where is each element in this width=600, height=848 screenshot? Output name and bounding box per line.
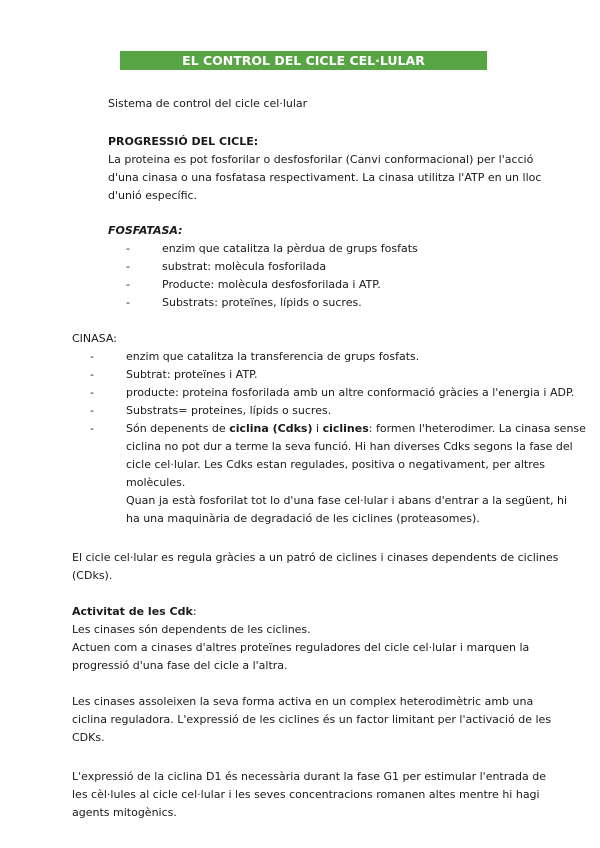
progressio-line: d'unió específic. [108, 189, 198, 202]
fosfatasa-heading: FOSFATASA: [108, 224, 183, 237]
cinasa-heading: CINASA: [72, 332, 117, 345]
activitat-heading: Activitat de les Cdk [72, 605, 193, 618]
section-regulacio [72, 549, 558, 585]
document-title: EL CONTROL DEL CICLE CEL·LULAR [120, 51, 487, 70]
paragraph-line: progressió d'una fase del cicle a l'altra. [72, 659, 288, 672]
progressio-line: La proteina es pot fosforilar o desfosforilar (Canvi conformacional) per l'acció [108, 153, 534, 166]
list-item: - Producte: molècula desfosforilada i ATP. [126, 276, 418, 294]
paragraph-line: El cicle cel·lular es regula gràcies a un patró de ciclines i cinases dependents de ciclines [72, 551, 559, 564]
list-item: - Són depenents de ciclina (Cdks) i ciclines: formen l'heterodimer. La cinasa sense ciclina no pot dur a terme la seva funció. Hi han diverses Cdks segons la fase del cicle cel·lular. Les Cdks estan regulades, positiva o negativament, per altres molècules. Quan ja està fosforilat tot lo d'una fase cel·lular i abans d'entrar a la següent, hi ha una maquinària de degradació de les ciclines (proteasomes). [90, 420, 532, 528]
section-expressio [72, 768, 546, 822]
cinasa-list [90, 348, 586, 528]
subtitle: Sistema de control del cicle cel·lular [108, 97, 308, 110]
paragraph-line: Les cinases són dependents de les ciclines. [72, 623, 311, 636]
list-item: - Substrats= proteines, lípids o sucres. [90, 402, 532, 420]
progressio-line: d'una cinasa o una fosfatasa respectivament. La cinasa utilitza l'ATP en un lloc [108, 171, 542, 184]
section-fosfatasa [108, 222, 418, 312]
section-cinasa [72, 330, 586, 528]
paragraph-line: CDKs. [72, 731, 105, 744]
paragraph-line: les cèl·lules al cicle cel·lular i les seves concentracions romanen altes mentre hi hagi [72, 788, 540, 801]
fosfatasa-list [126, 240, 418, 312]
progressio-heading: PROGRESSIÓ DEL CICLE: [108, 135, 259, 148]
list-item: - substrat: molècula fosforilada [126, 258, 418, 276]
paragraph-line: L'expressió de la ciclina D1 és necessària durant la fase G1 per estimular l'entrada de [72, 770, 546, 783]
list-item: - producte: proteina fosforilada amb un altre conformació gràcies a l'energia i ADP. [90, 384, 532, 402]
paragraph-line: Actuen com a cinases d'altres proteïnes reguladores del cicle cel·lular i marquen la [72, 641, 530, 654]
section-assoleixen [72, 693, 551, 747]
paragraph-line: ciclina reguladora. L'expressió de les ciclines és un factor limitant per l'activació de les [72, 713, 552, 726]
paragraph-line: agents mitogènics. [72, 806, 177, 819]
list-item: - Substrats: proteïnes, lípids o sucres. [126, 294, 418, 312]
section-progressio [108, 133, 541, 205]
paragraph-line: Les cinases assoleixen la seva forma activa en un complex heterodimètric amb una [72, 695, 534, 708]
list-item: - enzim que catalitza la pèrdua de grups fosfats [126, 240, 418, 258]
list-item: - enzim que catalitza la transferencia de grups fosfats. [90, 348, 532, 366]
paragraph-line: (CDks). [72, 569, 113, 582]
section-activitat: Activitat de les Cdk: Les cinases són dependents de les ciclines. Actuen com a cinases d'altres proteïnes reguladores del cicle cel·lular i marquen la progressió d'una fase del cicle a l'altra. [72, 603, 529, 675]
list-item: - Subtrat: proteïnes i ATP. [90, 366, 532, 384]
